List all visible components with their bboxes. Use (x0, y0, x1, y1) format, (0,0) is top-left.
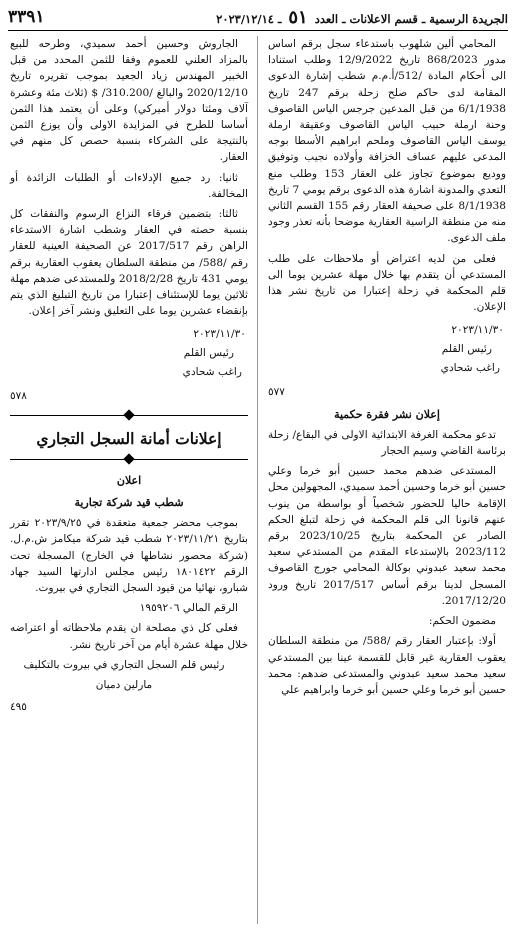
diamond-icon (123, 409, 134, 420)
ad-number: ٤٩٥ (10, 701, 27, 714)
notice-paragraph: ثالثا: بتضمين فرقاء النزاع الرسوم والنفقات كل بنسبة حصته في العقار وشطب اشارة الاستدعاء الراهن رقم 2017/517 عن الصحيفة العينية للعقار رقم /588/ من منطقة السلطان يعقوب العقارية برقم يومي 431 تاريخ 2018/2/28 وللمستدعى ضدهم مهلة ثلاثين يوما للإستئناف إعتبارا من تاريخ التبليغ الذي يتم بإنقضاء عشرين يوما على التعليق ونشر آخر إعلان. (10, 208, 248, 318)
page-number: ٣٣٩١ (8, 7, 45, 27)
notice-paragraph: رئيس قلم السجل التجاري في بيروت بالتكليف (23, 658, 225, 671)
header-issue-number: ٥١ (288, 6, 308, 28)
signature-role: رئيس القلم (183, 347, 234, 360)
column-divider (257, 36, 258, 924)
signature-role: رئيس القلم (441, 343, 492, 356)
notice-paragraph: ثانيا: رد جميع الإدلاءات أو الطلبات الزائدة أو المخالفة. (10, 171, 248, 200)
ornament-divider (10, 411, 248, 421)
header-date: ـ ٢٠٢٣/١٢/١٤ (216, 11, 282, 26)
signature-date: ٢٠٢٣/١١/٣٠ (451, 324, 504, 337)
right-column (268, 36, 506, 926)
left-column (10, 36, 248, 926)
notice-heading: شطب قيد شركة تجارية (74, 496, 184, 510)
notice-paragraph: فعلى كل ذي مصلحة ان يقدم ملاحظاته أو اعتراضه خلال مهلة عشرة أيام من آخر تاريخ نشر. (10, 622, 248, 651)
notice-paragraph: فعلى من لديه اعتراض أو ملاحظات على طلب المستدعي أن يتقدم بها خلال مهلة عشرين يوما الى قلم المحكمة في زحلة إعتبارا من تاريخ نشر هذا الإعلان. (268, 252, 506, 314)
header-publication: الجريدة الرسمية ـ قسم الاعلانات ـ العدد (314, 11, 508, 26)
section-title: إعلانات أمانة السجل التجاري (36, 428, 222, 448)
signature-block (268, 321, 506, 378)
notice-paragraph: مضمون الحكم: (428, 615, 496, 628)
signature-date: ٢٠٢٣/١١/٣٠ (193, 328, 246, 341)
page-header (8, 6, 508, 28)
notice-paragraph: أولا: بإعتبار العقار رقم /588/ من منطقة السلطان يعقوب العقارية غير قابل للقسمة عينا بين المستدعي سعيد محمد سعيد عبدوني والمستدعى ضدهم: محمد حسين أبو خرما وعلي حسين أبو خرما وابراهيم علي (268, 635, 506, 696)
notice-paragraph: الرقم المالي ١٩٥٩٢٠٦ (139, 602, 238, 615)
notice-label: اعلان (116, 473, 142, 487)
notice-paragraph: تدعو محكمة الغرفة الابتدائية الاولى في البقاع/ زحلة برئاسة القاضي وسيم الحجار (268, 428, 506, 458)
signature-name: راغب شحادي (440, 362, 500, 375)
header-rule (8, 30, 508, 31)
ad-number: ٥٧٧ (268, 386, 285, 399)
ornament-divider (10, 455, 248, 465)
diamond-icon (123, 453, 134, 464)
notice-paragraph: المحامي ألين شلهوب باستدعاء سجل برقم اساس مدور 868/2023 تاريخ 12/9/2022 وطلب استنادا الى أحكام المادة /512/أ.م.م شطب إشارة الدعوى المقامة لدى حاكم صلح زحلة برقم 247 تاريخ 6/1/1938 من قبل المدعين جرجس الياس القاصوف وحنة ارملة حبيب الياس القاصوف وعقيقة ارملة يوسف الياس القاصوف وملحم ابراهيم الأسطا بوجه المدعى عليهم عساف الخزافة وأولاده نجيب وتوفيق ووديع بموضوع تجاوز على العقار 153 وطلب منع التعدي والمدونة اشارة هذه الدعوى برقم يومي 7 تاريخ 8/1/1938 على صحيفة العقار رقم 155 القسم الثاني منه من منطقة الراسية العقارية موضحا بأنه تعذر وجود ملف الدعوى. (268, 38, 507, 245)
notice-paragraph: بموجب محضر جمعية متعقدة في ٢٠٢٣/٩/٢٥ تقرر بتاريخ ٢٠٢٣/١١/٢١ شطب قيد شركة ميكامز ش.م.ل. (شركة محصور نشاطها في الخارج) المسجلة تحت الرقم ١٨٠١٤٢٢ رئيس مجلس ادارتها السيد جهاد شبارو، نهائيا من قيود السجل التجاري في بيروت. (10, 517, 249, 595)
header-title (216, 7, 508, 28)
ad-number: ٥٧٨ (10, 390, 27, 403)
signature-name: راغب شحادي (182, 366, 242, 379)
signature-block (10, 325, 248, 382)
notice-paragraph: المستدعى ضدهم محمد حسين أبو خرما وعلي حسين أبو خرما وحسين أحمد سميدي، المجهولين محل الإقامة حاليا للحضور شخصياً أو بواسطة من ينوب عنهم قانونا الى قلم المحكمة في زحلة لتبلغ الحكم الصادر عن المحكمة بتاريخ 2023/10/25 برقم 2023/112 بالإستدعاء المقدم من المستدعي سعيد محمد سعيد عبدوني بوكالة المحامي جورج القاصوف المسجل لدينا برقم أساس 2017/517 تاريخ ورود 2017/12/20. (268, 465, 506, 607)
notice-paragraph: الجاروش وحسين أحمد سميدي، وطرحه للبيع بالمزاد العلني للعموم وفقا للثمن المحدد من قبل الخبير المهندس زياد الجعيد بموجب تقريره تاريخ 2020/12/10 والبالغ /310.200/ $ (ثلاث مئة وعشرة آلاف ومئتا دولار أميركي) وعلى أن يعتمد هذا الثمن أساسا للطرح في المزايدة الاولى وأن يوزع الثمن بالنتيجة على الشركاء بنسبة حصص كل منهم في العقار. (10, 38, 248, 164)
notice-heading: إعلان نشر فقرة حكمية (334, 407, 440, 421)
notice-signatory: مارلين دميان (95, 679, 153, 692)
